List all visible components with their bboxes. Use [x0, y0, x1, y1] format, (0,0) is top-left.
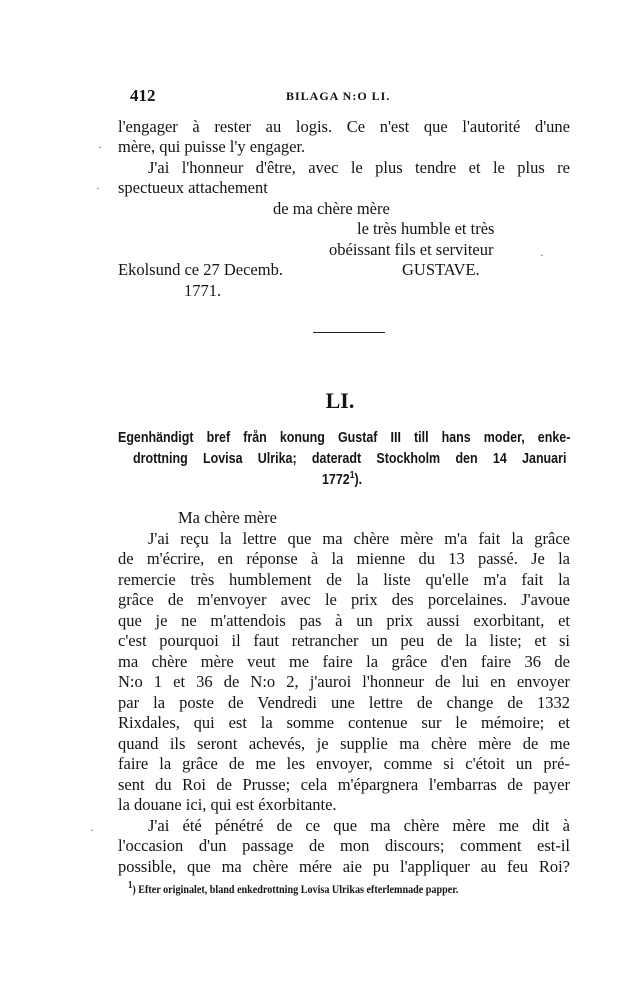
section-heading-line: drottning Lovisa Ulrika; dateradt Stockholm den 14 Januari [133, 451, 567, 467]
letter-line: J'ai reçu la lettre que ma chère mère m'a fait la grâce [148, 529, 570, 548]
scan-mark: · [90, 823, 94, 837]
letter-line: J'ai été pénétré de ce que ma chère mère me dit à [148, 816, 570, 835]
text-line: le très humble et très [357, 219, 495, 238]
letter-line: quand ils seront achevés, je supplie ma chère mère de me [118, 734, 570, 753]
letter-line: la douane ici, qui est éxorbitante. [118, 795, 337, 814]
text-line: J'ai l'honneur d'être, avec le plus tendre et le plus re [148, 158, 570, 177]
text-line: obéissant fils et serviteur [329, 240, 494, 259]
footnote-text: ) Efter originalet, bland enkedrottning Lovisa Ulrikas efterlemnade papper. [132, 884, 459, 896]
page-header [118, 86, 573, 110]
letter-line: c'est pourquoi il faut retrancher un peu de la liste; et si [118, 631, 570, 650]
letter-line: possible, que ma chère mére aie pu l'appliquer au feu Roi? [118, 857, 570, 876]
section-heading-line: Egenhändigt bref från konung Gustaf III till hans moder, enke- [118, 430, 571, 446]
salutation: Ma chère mère [178, 508, 277, 527]
place-date: Ekolsund ce 27 Decemb. [118, 260, 283, 279]
letter-line: sent du Roi de Prusse; cela m'épargnera l'embarras de payer [118, 775, 570, 794]
letter-line: que je ne m'attendois pas à un prix aussi exorbitant, et [118, 611, 570, 630]
scan-mark: · [540, 248, 544, 262]
letter-line: grâce de m'envoyer avec le prix des porcelaines. J'avoue [118, 590, 570, 609]
letter-line: ma chère mère veut me faire la grâce d'en faire 36 de [118, 652, 570, 671]
signature-name: GUSTAVE. [402, 260, 480, 279]
footnote [128, 880, 459, 896]
section-divider [313, 332, 385, 333]
scan-mark: · [98, 140, 102, 154]
footnote-marker: 1 [128, 880, 133, 892]
letter-line: faire la grâce de me les envoyer, comme si c'étoit un pré- [118, 754, 570, 773]
footnote-ref: 1 [349, 470, 355, 482]
letter-line: par la poste de Vendredi une lettre de change de 1332 [118, 693, 570, 712]
running-title: BILAGA N:O LI. [286, 89, 391, 103]
text-line: de ma chère mère [273, 199, 390, 218]
letter-line: l'occasion d'un passage de mon discours; comment est-il [118, 836, 570, 855]
letter-line: de m'écrire, en réponse à la mienne du 13 passé. Je la [118, 549, 570, 568]
year-line: 1771. [184, 281, 222, 300]
text-line: mère, qui puisse l'y engager. [118, 137, 306, 156]
text-line: spectueux attachement [118, 178, 268, 197]
letter-line: remercie très humblement de la liste qu'elle m'a fait la [118, 570, 570, 589]
heading-year: 1772 [322, 472, 350, 488]
heading-end: ). [354, 472, 363, 488]
letter-line: Rixdales, qui est la somme contenue sur le mémoire; et [118, 713, 570, 732]
letter-line: N:o 1 et 36 de N:o 2, j'auroi l'honneur de lui en envoyer [118, 672, 570, 691]
scan-mark: · [96, 181, 100, 195]
text-line: l'engager à rester au logis. Ce n'est que l'autorité d'une [118, 117, 570, 136]
section-heading-line [322, 470, 362, 490]
section-number: LI. [325, 388, 355, 413]
page-number: 412 [130, 86, 156, 105]
